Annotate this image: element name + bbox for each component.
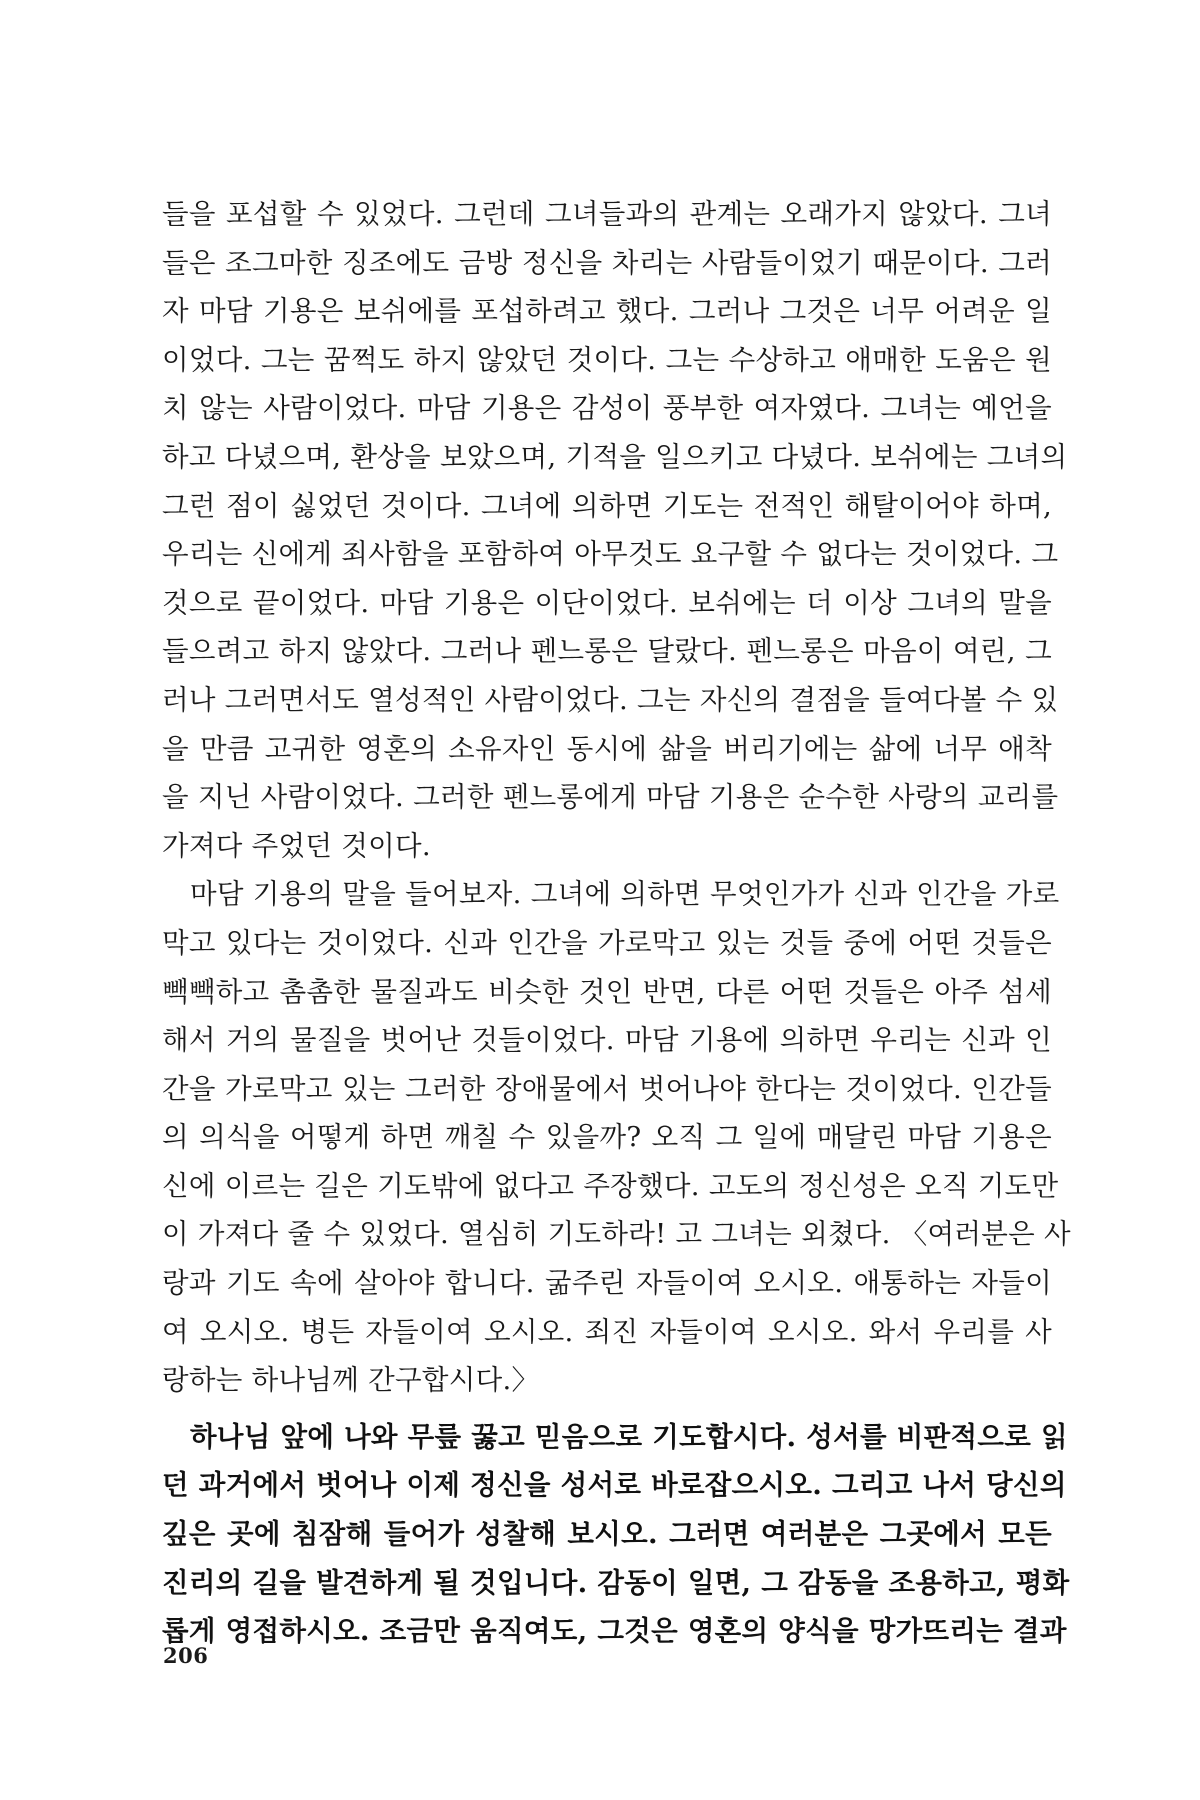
text-line: 그런 점이 싫었던 것이다. 그녀에 의하면 기도는 전적인 해탈이어야 하며, xyxy=(162,489,1052,522)
text-line: 을 지닌 사람이었다. 그러한 펜느롱에게 마담 기용은 순수한 사랑의 교리를 xyxy=(162,781,1059,814)
text-line: 막고 있다는 것이었다. 신과 인간을 가로막고 있는 것들 중에 어떤 것들은 xyxy=(162,926,1052,959)
text-line: 진리의 길을 발견하게 될 것입니다. 감동이 일면, 그 감동을 조용하고, 평화 xyxy=(162,1566,1070,1599)
bold-paragraph xyxy=(162,1413,1070,1656)
text-line: 러나 그러면서도 열성적인 사람이었다. 그는 자신의 결점을 들여다볼 수 있 xyxy=(162,683,1059,716)
text-line: 자 마담 기용은 보쉬에를 포섭하려고 했다. 그러나 그것은 너무 어려운 일 xyxy=(162,295,1052,328)
text-line: 던 과거에서 벗어나 이제 정신을 성서로 바로잡으시오. 그리고 나서 당신의 xyxy=(162,1469,1067,1502)
text-line: 가져다 주었던 것이다. xyxy=(162,829,431,862)
text-line: 마담 기용의 말을 들어보자. 그녀에 의하면 무엇인가가 신과 인간을 가로 xyxy=(190,878,1060,911)
text-line: 해서 거의 물질을 벗어난 것들이었다. 마담 기용에 의하면 우리는 신과 인 xyxy=(162,1024,1052,1057)
body-text xyxy=(162,190,1071,1656)
text-line: 빽빽하고 촘촘한 물질과도 비슷한 것인 반면, 다른 어떤 것들은 아주 섬세 xyxy=(162,975,1052,1008)
text-line: 이 가져다 줄 수 있었다. 열심히 기도하라! 고 그녀는 외쳤다. 〈여러분은 사 xyxy=(162,1218,1071,1251)
text-line: 간을 가로막고 있는 그러한 장애물에서 벗어나야 한다는 것이었다. 인간들 xyxy=(162,1072,1052,1105)
text-line: 랑과 기도 속에 살아야 합니다. 굶주린 자들이여 오시오. 애통하는 자들이 xyxy=(162,1267,1052,1300)
text-line: 롭게 영접하시오. 조금만 움직여도, 그것은 영혼의 양식을 망가뜨리는 결과 xyxy=(162,1615,1067,1648)
paragraph-gap xyxy=(162,1405,1052,1413)
text-line: 들은 조그마한 징조에도 금방 정신을 차리는 사람들이었기 때문이다. 그러 xyxy=(162,246,1052,279)
page-number: 206 xyxy=(163,1643,209,1668)
paragraph xyxy=(162,870,1071,1405)
text-line: 깊은 곳에 침잠해 들어가 성찰해 보시오. 그러면 여러분은 그곳에서 모든 xyxy=(162,1518,1052,1551)
text-line: 것으로 끝이었다. 마담 기용은 이단이었다. 보쉬에는 더 이상 그녀의 말을 xyxy=(162,586,1052,619)
text-line: 신에 이르는 길은 기도밖에 없다고 주장했다. 고도의 정신성은 오직 기도만 xyxy=(162,1169,1059,1202)
text-line: 의 의식을 어떻게 하면 깨칠 수 있을까? 오직 그 일에 매달린 마담 기용은 xyxy=(162,1121,1052,1154)
text-line: 하고 다녔으며, 환상을 보았으며, 기적을 일으키고 다녔다. 보쉬에는 그녀의 xyxy=(162,440,1068,473)
text-line: 우리는 신에게 죄사함을 포함하여 아무것도 요구할 수 없다는 것이었다. 그 xyxy=(162,538,1059,571)
text-line: 여 오시오. 병든 자들이여 오시오. 죄진 자들이여 오시오. 와서 우리를 사 xyxy=(162,1315,1052,1348)
text-line: 들을 포섭할 수 있었다. 그런데 그녀들과의 관계는 오래가지 않았다. 그녀 xyxy=(162,198,1052,230)
text-line: 을 만큼 고귀한 영혼의 소유자인 동시에 삶을 버리기에는 삶에 너무 애착 xyxy=(162,732,1052,765)
text-line: 이었다. 그는 꿈쩍도 하지 않았던 것이다. 그는 수상하고 애매한 도움은 원 xyxy=(162,343,1052,376)
text-line: 치 않는 사람이었다. 마담 기용은 감성이 풍부한 여자였다. 그녀는 예언을 xyxy=(162,392,1052,425)
paragraph xyxy=(162,190,1068,870)
text-line: 들으려고 하지 않았다. 그러나 펜느롱은 달랐다. 펜느롱은 마음이 여린, 그 xyxy=(162,635,1052,668)
text-line: 하나님 앞에 나와 무릎 꿇고 믿음으로 기도합시다. 성서를 비판적으로 읽 xyxy=(190,1420,1068,1453)
text-line: 랑하는 하나님께 간구합시다.〉 xyxy=(162,1364,540,1397)
